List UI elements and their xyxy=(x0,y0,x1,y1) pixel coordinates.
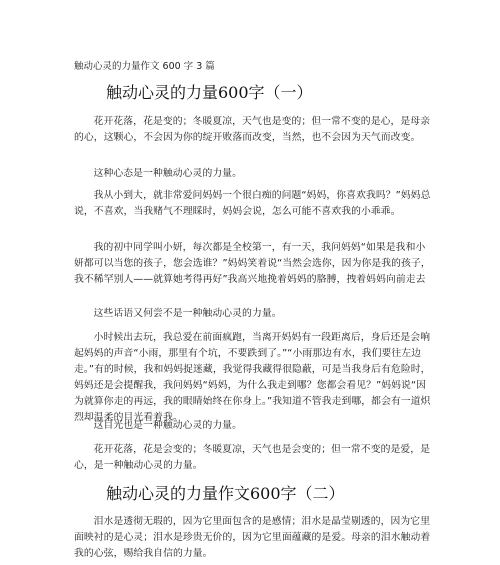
paragraph: 这目光也是一种触动心灵的力量。 xyxy=(93,420,243,431)
paragraph: 小时候出去玩，我总爱在前面疯跑，当离开妈妈有一段距离后，身后还是会响起妈妈的声音“小雨，那里有个坑，不要跌到了。”“小雨那边有水，我们要往左边走。”有的时候，我和妈妈捉迷藏，我觉得我藏得很隐蔽，可是当我身后有危险时，妈妈还是会提醒我，我问妈妈“妈妈，为什么我走到哪？您都会看见？”妈妈说“因为就算你走的再远，我的眼睛始终在你身上。”我知道不管我走到哪，都会有一道炽烈却温柔的目光看着我。 xyxy=(74,332,431,423)
paragraph: 我从小到大，就非常爱问妈妈一个很白痴的问题“妈妈，你喜欢我吗？”妈妈总说，不喜欢，当我赌气不理睬时，妈妈会说，怎么可能不喜欢我的小乖乖。 xyxy=(74,190,431,217)
document-title: 触动心灵的力量作文 600 字 3 篇 xyxy=(74,61,215,72)
paragraph: 我的初中同学叫小妍，每次都是全校第一，有一天，我问妈妈“如果是我和小妍都可以当您的孩子，您会选谁？”妈妈笑着说“当然会选你，因为你是我的孩子，我不稀罕别人——就算她考得再好”我高兴地挽着妈妈的胳膊，拽着妈妈向前走去 xyxy=(74,242,431,285)
section-heading-2: 触动心灵的力量作文600字（二） xyxy=(106,484,345,503)
paragraph: 泪水是透彻无瑕的，因为它里面包含的是感情；泪水是晶莹剔透的，因为它里面映衬的是心灵；泪水是珍贵无价的，因为它里面蕴藏的是爱。母亲的泪水触动着我的心弦，赐给我自信的力量。 xyxy=(74,516,431,559)
paragraph: 花开花落，花是会变的；冬暖夏凉，天气也是会变的；但一常不变的是爱，是心，是一种触动心灵的力量。 xyxy=(74,444,431,471)
section-heading-1: 触动心灵的力量600字（一） xyxy=(106,83,313,102)
paragraph: 这种心态是一种触动心灵的力量。 xyxy=(93,168,243,179)
paragraph: 这些话语又何尝不是一种触动心灵的力量。 xyxy=(93,308,282,319)
paragraph: 花开花落，花是变的；冬暖夏凉，天气也是变的；但一常不变的是心，是母亲的心，这颗心，不会因为你的绽开败落而改变，当然，也不会因为天气而改变。 xyxy=(74,116,431,143)
